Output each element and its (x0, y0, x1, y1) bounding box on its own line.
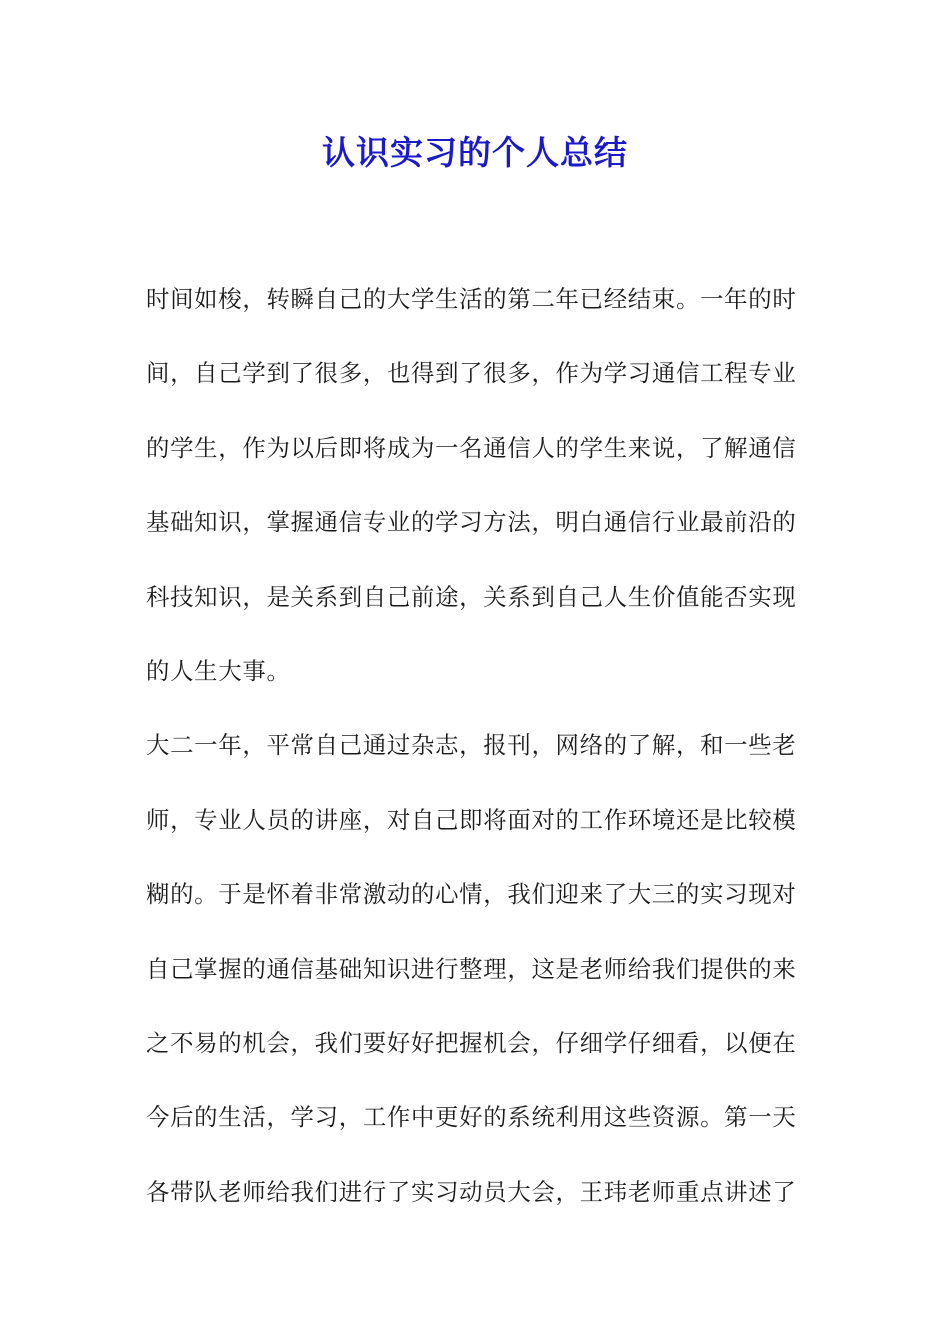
text-line: 师，专业人员的讲座，对自己即将面对的工作环境还是比较模 (146, 805, 797, 834)
document-body (146, 262, 808, 1229)
text-line: 大二一年，平常自己通过杂志，报刊，网络的了解，和一些老 (146, 731, 797, 760)
text-line: 各带队老师给我们进行了实习动员大会，王玮老师重点讲述了 (146, 1177, 797, 1206)
text-line: 自己掌握的通信基础知识进行整理，这是老师给我们提供的来 (146, 954, 797, 983)
text-line: 基础知识，掌握通信专业的学习方法，明白通信行业最前沿的 (146, 508, 797, 537)
text-line: 的人生大事。 (146, 656, 291, 685)
text-line: 间，自己学到了很多，也得到了很多，作为学习通信工程专业 (146, 359, 797, 388)
text-line: 时间如梭，转瞬自己的大学生活的第二年已经结束。一年的时 (146, 285, 797, 313)
text-line: 之不易的机会，我们要好好把握机会，仔细学仔细看，以便在 (146, 1028, 797, 1057)
paragraph-1 (146, 262, 808, 708)
text-line: 今后的生活，学习，工作中更好的系统利用这些资源。第一天 (146, 1103, 797, 1132)
paragraph-2 (146, 708, 808, 1229)
document-title: 认识实习的个人总结 (322, 133, 628, 172)
text-line: 的学生，作为以后即将成为一名通信人的学生来说，了解通信 (146, 433, 797, 462)
text-line: 科技知识，是关系到自己前途，关系到自己人生价值能否实现 (146, 582, 797, 611)
text-line: 糊的。于是怀着非常激动的心情，我们迎来了大三的实习现对 (146, 880, 797, 909)
